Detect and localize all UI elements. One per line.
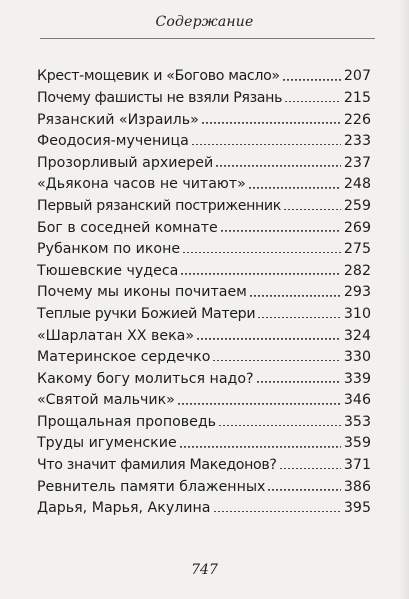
toc-entry [37, 170, 371, 192]
toc-entry [37, 62, 371, 84]
dot-leader [191, 144, 341, 146]
toc-entry-title: Ревнитель памяти блаженных [37, 478, 266, 495]
dot-leader [201, 122, 341, 124]
toc-entry-title: «Шарлатан XX века» [37, 327, 195, 344]
header-divider [40, 38, 375, 39]
toc-entry-page: 324 [343, 327, 371, 344]
toc-entry [37, 364, 371, 386]
dot-leader [267, 489, 341, 491]
toc-entry-page: 226 [343, 111, 371, 128]
toc-entry-page: 353 [343, 413, 371, 430]
toc-entry-title: Тюшевские чудеса [37, 262, 179, 279]
toc-entry [37, 278, 371, 300]
toc-entry [37, 451, 371, 473]
toc-entry-page: 346 [343, 392, 371, 409]
toc-entry-page: 207 [343, 68, 371, 85]
dot-leader [212, 360, 341, 362]
toc-entry-page: 293 [343, 284, 371, 301]
dot-leader [196, 338, 341, 340]
toc-entry-title: Какому богу молиться надо? [37, 370, 254, 387]
toc-entry-page: 275 [343, 241, 371, 258]
toc-entry-page: 371 [343, 457, 371, 474]
toc-entry-title: Материнское сердечко [37, 349, 211, 366]
dot-leader [215, 165, 341, 167]
toc-entry-page: 386 [343, 478, 371, 495]
toc-entry [37, 213, 371, 235]
dot-leader [177, 403, 341, 405]
toc-entry [37, 105, 371, 127]
toc-entry-title: «Дьякона часов не читают» [37, 176, 246, 193]
toc-entry [37, 408, 371, 430]
toc-entry-page: 282 [343, 262, 371, 279]
dot-leader [283, 209, 341, 211]
toc-entry-page: 237 [343, 154, 371, 171]
toc-entry-title: Крест-мощевик и «Богово масло» [37, 68, 280, 85]
toc-entry-title: Прозорливый архиерей [37, 154, 214, 171]
toc-entry-page: 310 [343, 305, 371, 322]
toc-entry [37, 321, 371, 343]
toc-entry [37, 84, 371, 106]
dot-leader [213, 511, 342, 513]
toc-entry-title: Прощальная проповедь [37, 413, 217, 430]
toc-entry-page: 330 [343, 349, 371, 366]
toc-entry-page: 359 [343, 435, 371, 452]
dot-leader [248, 187, 341, 189]
toc-entry-page: 259 [343, 197, 371, 214]
page-edge-shadow [399, 0, 409, 599]
toc-entry-title: Феодосия-мученица [37, 133, 189, 150]
toc-entry-title: Первый рязанский постриженник [37, 197, 282, 214]
dot-leader [249, 295, 341, 297]
toc-entry-title: Бог в соседней комнате [37, 219, 218, 236]
dot-leader [180, 273, 341, 275]
toc-entry-title: Труды игуменские [37, 435, 177, 452]
toc-entry [37, 300, 371, 322]
dot-leader [257, 317, 341, 319]
toc-entry-page: 233 [343, 133, 371, 150]
toc-entry [37, 256, 371, 278]
dot-leader [282, 79, 341, 81]
toc-entry-title: Почему фашисты не взяли Рязань [37, 89, 283, 106]
dot-leader [182, 252, 341, 254]
toc-entry-title: Рязанский «Израиль» [37, 111, 199, 128]
dot-leader [218, 425, 341, 427]
toc-entry [37, 148, 371, 170]
dot-leader [179, 446, 341, 448]
toc-entry-title: Теплые ручки Божией Матери [37, 305, 256, 322]
toc-entry-title: «Святой мальчик» [37, 392, 175, 409]
toc-entry-title: Дарья, Марья, Акулина [37, 500, 211, 517]
toc-entry-title: Что значит фамилия Македонов? [37, 457, 277, 474]
toc-entry-page: 248 [343, 176, 371, 193]
toc-entry [37, 192, 371, 214]
toc-entry-page: 215 [343, 89, 371, 106]
page-number: 747 [191, 562, 218, 578]
dot-leader [284, 101, 341, 103]
toc-entry-page: 339 [343, 370, 371, 387]
page-header-title: Содержание [155, 14, 254, 30]
toc-entry-title: Почему мы иконы почитаем [37, 284, 247, 301]
toc-entry [37, 127, 371, 149]
dot-leader [279, 468, 341, 470]
toc-entry [37, 429, 371, 451]
toc-entry-page: 269 [343, 219, 371, 236]
dot-leader [256, 381, 341, 383]
toc-entry-title: Рубанком по иконе [37, 241, 181, 258]
toc-entry [37, 343, 371, 365]
toc-entry [37, 472, 371, 494]
table-of-contents [37, 62, 371, 515]
dot-leader [220, 230, 341, 232]
toc-entry [37, 386, 371, 408]
toc-entry [37, 235, 371, 257]
toc-entry-page: 395 [343, 500, 371, 517]
toc-entry [37, 494, 371, 516]
